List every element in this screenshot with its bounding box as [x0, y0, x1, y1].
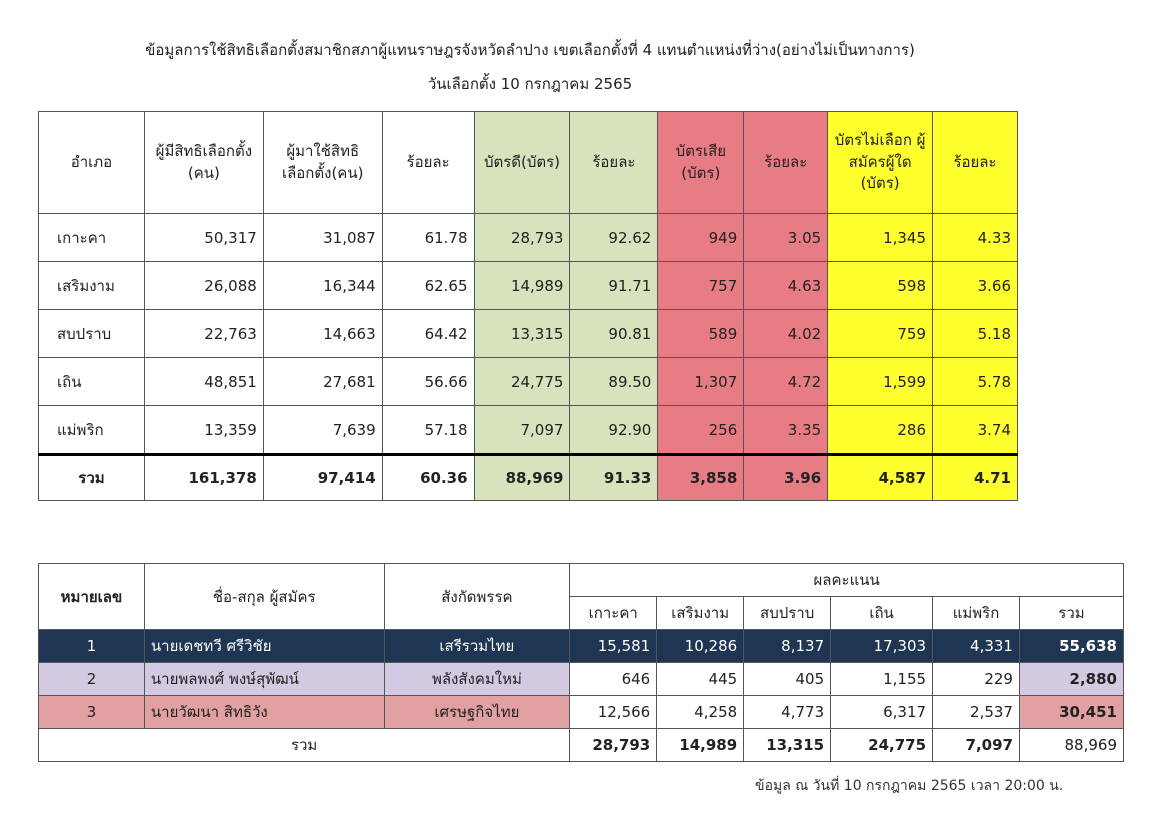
turnout-cell: 90.81: [570, 310, 658, 358]
total-cell: 4,587: [828, 455, 933, 501]
district-name: เถิน: [39, 358, 145, 406]
results-total-cell: 28,793: [570, 729, 657, 762]
header-district-col: เสริมงาม: [657, 597, 744, 630]
turnout-cell: 56.66: [382, 358, 474, 406]
header-invalid-percent: ร้อยละ: [744, 112, 828, 214]
turnout-cell: 27,681: [263, 358, 382, 406]
turnout-cell: 92.62: [570, 214, 658, 262]
data-timestamp-note: ข้อมูล ณ วันที่ 10 กรกฎาคม 2565 เวลา 20:00 น.: [755, 778, 1064, 794]
header-no-vote-percent: ร้อยละ: [933, 112, 1018, 214]
candidate-party: พลังสังคมใหม่: [384, 663, 570, 696]
results-total-label: รวม: [39, 729, 570, 762]
turnout-cell: 62.65: [382, 262, 474, 310]
header-candidate-number: หมายเลข: [39, 564, 145, 630]
turnout-cell: 3.74: [933, 406, 1018, 455]
turnout-cell: 4.33: [933, 214, 1018, 262]
turnout-cell: 14,663: [263, 310, 382, 358]
turnout-total-row: [39, 455, 1018, 501]
turnout-cell: 64.42: [382, 310, 474, 358]
candidate-number: 1: [39, 630, 145, 663]
header-valid-percent: ร้อยละ: [570, 112, 658, 214]
candidate-party: เศรษฐกิจไทย: [384, 696, 570, 729]
total-cell: 3.96: [744, 455, 828, 501]
header-voters: ผู้มาใช้สิทธิ เลือกตั้ง(คน): [263, 112, 382, 214]
district-name: แม่พริก: [39, 406, 145, 455]
candidate-district-score: 4,331: [933, 630, 1020, 663]
report-title: ข้อมูลการใช้สิทธิเลือกตั้งสมาชิกสภาผู้แทนราษฎรจังหวัดลำปาง เขตเลือกตั้งที่ 4 แทนตำแหน่งที่ว่าง(อย่างไม่เป็นทางการ): [145, 41, 915, 59]
turnout-header-row: [39, 112, 1018, 214]
candidate-total-score: 55,638: [1019, 630, 1123, 663]
candidate-district-score: 4,773: [744, 696, 831, 729]
candidate-district-score: 17,303: [831, 630, 933, 663]
turnout-row: [39, 406, 1018, 455]
turnout-cell: 26,088: [144, 262, 263, 310]
candidate-number: 3: [39, 696, 145, 729]
candidate-district-score: 229: [933, 663, 1020, 696]
candidate-total-score: 2,880: [1019, 663, 1123, 696]
candidate-district-score: 8,137: [744, 630, 831, 663]
candidate-name: นายเดชทวี ศรีวิชัย: [144, 630, 384, 663]
turnout-cell: 759: [828, 310, 933, 358]
candidate-party: เสรีรวมไทย: [384, 630, 570, 663]
header-district-col: เกาะคา: [570, 597, 657, 630]
turnout-cell: 7,097: [474, 406, 570, 455]
turnout-cell: 1,345: [828, 214, 933, 262]
turnout-cell: 3.35: [744, 406, 828, 455]
results-total-row: [39, 729, 1124, 762]
turnout-cell: 14,989: [474, 262, 570, 310]
turnout-cell: 13,315: [474, 310, 570, 358]
results-total-cell: 14,989: [657, 729, 744, 762]
header-total-col: รวม: [1019, 597, 1123, 630]
turnout-cell: 949: [658, 214, 744, 262]
turnout-cell: 5.78: [933, 358, 1018, 406]
turnout-cell: 31,087: [263, 214, 382, 262]
turnout-row: [39, 262, 1018, 310]
turnout-cell: 48,851: [144, 358, 263, 406]
turnout-cell: 3.66: [933, 262, 1018, 310]
results-total-cell: 7,097: [933, 729, 1020, 762]
total-cell: 88,969: [474, 455, 570, 501]
turnout-cell: 4.02: [744, 310, 828, 358]
turnout-cell: 4.63: [744, 262, 828, 310]
candidate-district-score: 445: [657, 663, 744, 696]
turnout-cell: 16,344: [263, 262, 382, 310]
turnout-cell: 598: [828, 262, 933, 310]
candidate-district-score: 2,537: [933, 696, 1020, 729]
turnout-cell: 28,793: [474, 214, 570, 262]
turnout-cell: 92.90: [570, 406, 658, 455]
turnout-cell: 589: [658, 310, 744, 358]
header-turnout-percent: ร้อยละ: [382, 112, 474, 214]
candidate-total-score: 30,451: [1019, 696, 1123, 729]
total-cell: 97,414: [263, 455, 382, 501]
turnout-cell: 22,763: [144, 310, 263, 358]
district-name: เกาะคา: [39, 214, 145, 262]
turnout-cell: 757: [658, 262, 744, 310]
candidate-row: [39, 630, 1124, 663]
election-date: วันเลือกตั้ง 10 กรกฎาคม 2565: [427, 75, 633, 93]
results-total-cell: 88,969: [1019, 729, 1123, 762]
candidate-row: [39, 663, 1124, 696]
total-cell: 91.33: [570, 455, 658, 501]
header-eligible-voters: ผู้มีสิทธิเลือกตั้ง (คน): [144, 112, 263, 214]
header-district-col: เถิน: [831, 597, 933, 630]
turnout-cell: 57.18: [382, 406, 474, 455]
turnout-cell: 4.72: [744, 358, 828, 406]
district-name: เสริมงาม: [39, 262, 145, 310]
turnout-cell: 24,775: [474, 358, 570, 406]
turnout-cell: 3.05: [744, 214, 828, 262]
turnout-cell: 7,639: [263, 406, 382, 455]
total-cell: 3,858: [658, 455, 744, 501]
turnout-table: [38, 111, 1018, 501]
candidate-district-score: 10,286: [657, 630, 744, 663]
district-name: สบปราบ: [39, 310, 145, 358]
header-district: อำเภอ: [39, 112, 145, 214]
candidate-district-score: 646: [570, 663, 657, 696]
header-no-vote-ballots: บัตรไม่เลือก ผู้สมัครผู้ใด (บัตร): [828, 112, 933, 214]
turnout-row: [39, 358, 1018, 406]
turnout-cell: 13,359: [144, 406, 263, 455]
results-table: [38, 563, 1124, 762]
candidate-district-score: 6,317: [831, 696, 933, 729]
turnout-cell: 50,317: [144, 214, 263, 262]
turnout-cell: 1,307: [658, 358, 744, 406]
turnout-row: [39, 310, 1018, 358]
turnout-cell: 256: [658, 406, 744, 455]
candidate-district-score: 1,155: [831, 663, 933, 696]
candidate-district-score: 405: [744, 663, 831, 696]
candidate-number: 2: [39, 663, 145, 696]
results-total-cell: 24,775: [831, 729, 933, 762]
total-cell: 60.36: [382, 455, 474, 501]
header-invalid-ballots: บัตรเสีย (บัตร): [658, 112, 744, 214]
total-label: รวม: [39, 455, 145, 501]
turnout-row: [39, 214, 1018, 262]
header-valid-ballots: บัตรดี(บัตร): [474, 112, 570, 214]
candidate-district-score: 15,581: [570, 630, 657, 663]
results-total-cell: 13,315: [744, 729, 831, 762]
total-cell: 4.71: [933, 455, 1018, 501]
turnout-cell: 61.78: [382, 214, 474, 262]
turnout-cell: 5.18: [933, 310, 1018, 358]
header-district-col: แม่พริก: [933, 597, 1020, 630]
candidate-district-score: 4,258: [657, 696, 744, 729]
candidate-name: นายพลพงศ์ พงษ์สุพัฒน์: [144, 663, 384, 696]
header-district-col: สบปราบ: [744, 597, 831, 630]
total-cell: 161,378: [144, 455, 263, 501]
candidate-row: [39, 696, 1124, 729]
header-scores: ผลคะแนน: [570, 564, 1124, 597]
turnout-cell: 89.50: [570, 358, 658, 406]
results-header-row: [39, 564, 1124, 597]
candidate-name: นายวัฒนา สิทธิวัง: [144, 696, 384, 729]
turnout-cell: 91.71: [570, 262, 658, 310]
header-party: สังกัดพรรค: [384, 564, 570, 630]
header-candidate-name: ชื่อ-สกุล ผู้สมัคร: [144, 564, 384, 630]
candidate-district-score: 12,566: [570, 696, 657, 729]
turnout-cell: 286: [828, 406, 933, 455]
turnout-cell: 1,599: [828, 358, 933, 406]
